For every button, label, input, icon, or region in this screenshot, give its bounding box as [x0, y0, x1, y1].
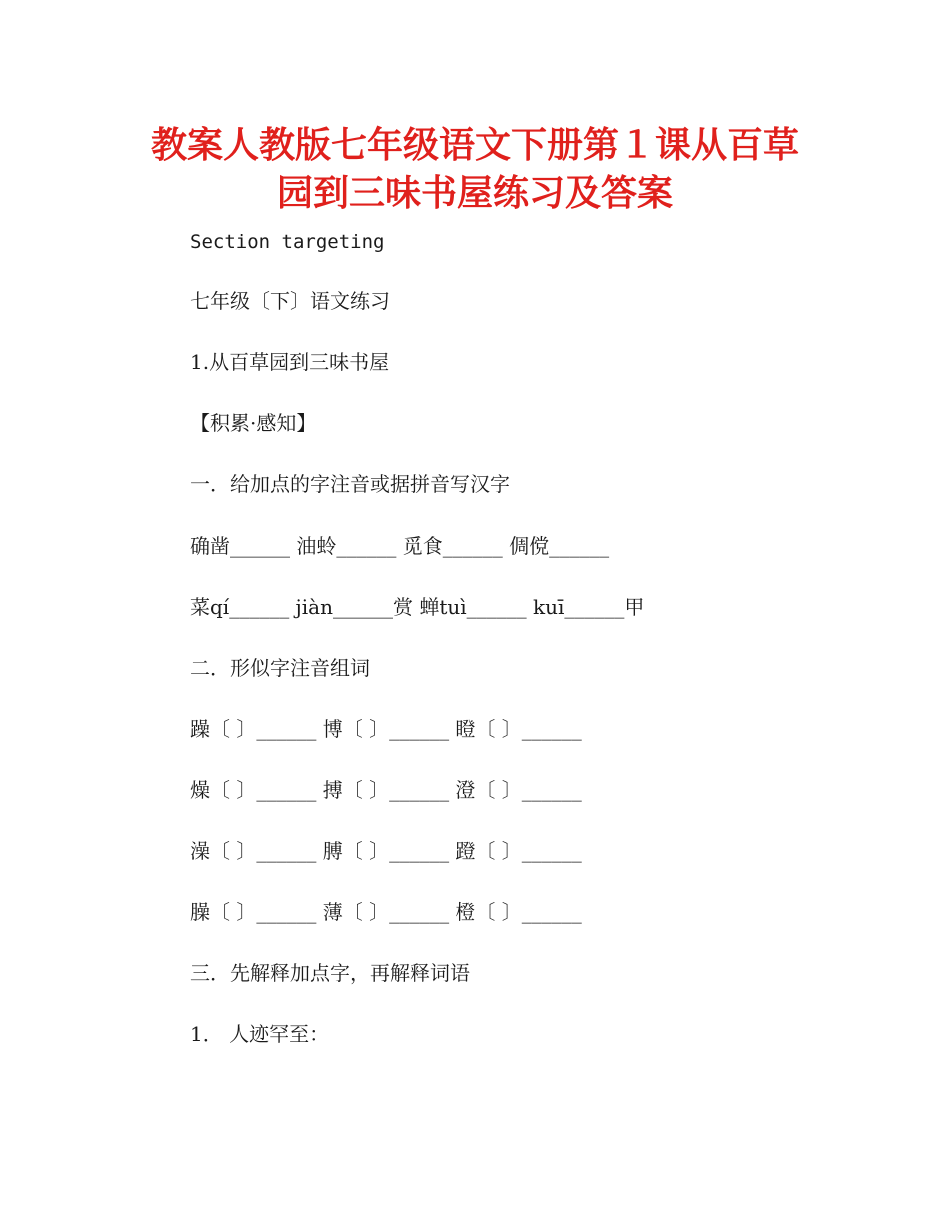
exercise-1-heading: 一．给加点的字注音或据拼音写汉字 — [190, 472, 510, 496]
document-title-line-1: 教案人教版七年级语文下册第１课从百草 — [150, 125, 799, 166]
exercise-2-row-1: 躁〔 〕______ 博〔 〕______ 瞪〔 〕______ — [190, 717, 582, 741]
section-targeting-label: Section targeting — [190, 231, 385, 253]
exercise-1-row-2: 菜qí______ jiàn______赏 蝉tuì______ kuī______甲 — [190, 595, 645, 619]
exercise-1-row-1: 确凿______ 油蛉______ 觅食______ 倜傥______ — [190, 534, 610, 558]
exercise-3-item-1: 1． 人迹罕至： — [190, 1022, 330, 1046]
document-title-line-2: 园到三味书屋练习及答案 — [276, 173, 673, 214]
exercise-2-row-3: 澡〔 〕______ 膊〔 〕______ 蹬〔 〕______ — [190, 839, 582, 863]
exercise-2-row-2: 燥〔 〕______ 搏〔 〕______ 澄〔 〕______ — [190, 778, 582, 802]
grade-heading: 七年级〔下〕语文练习 — [190, 289, 390, 313]
exercise-2-heading: 二．形似字注音组词 — [190, 656, 370, 680]
exercise-3-heading: 三．先解释加点字，再解释词语 — [190, 961, 470, 985]
section-heading-accumulate: 【积累·感知】 — [190, 411, 317, 435]
lesson-heading: 1.从百草园到三味书屋 — [190, 350, 390, 374]
exercise-2-row-4: 臊〔 〕______ 薄〔 〕______ 橙〔 〕______ — [190, 900, 582, 924]
